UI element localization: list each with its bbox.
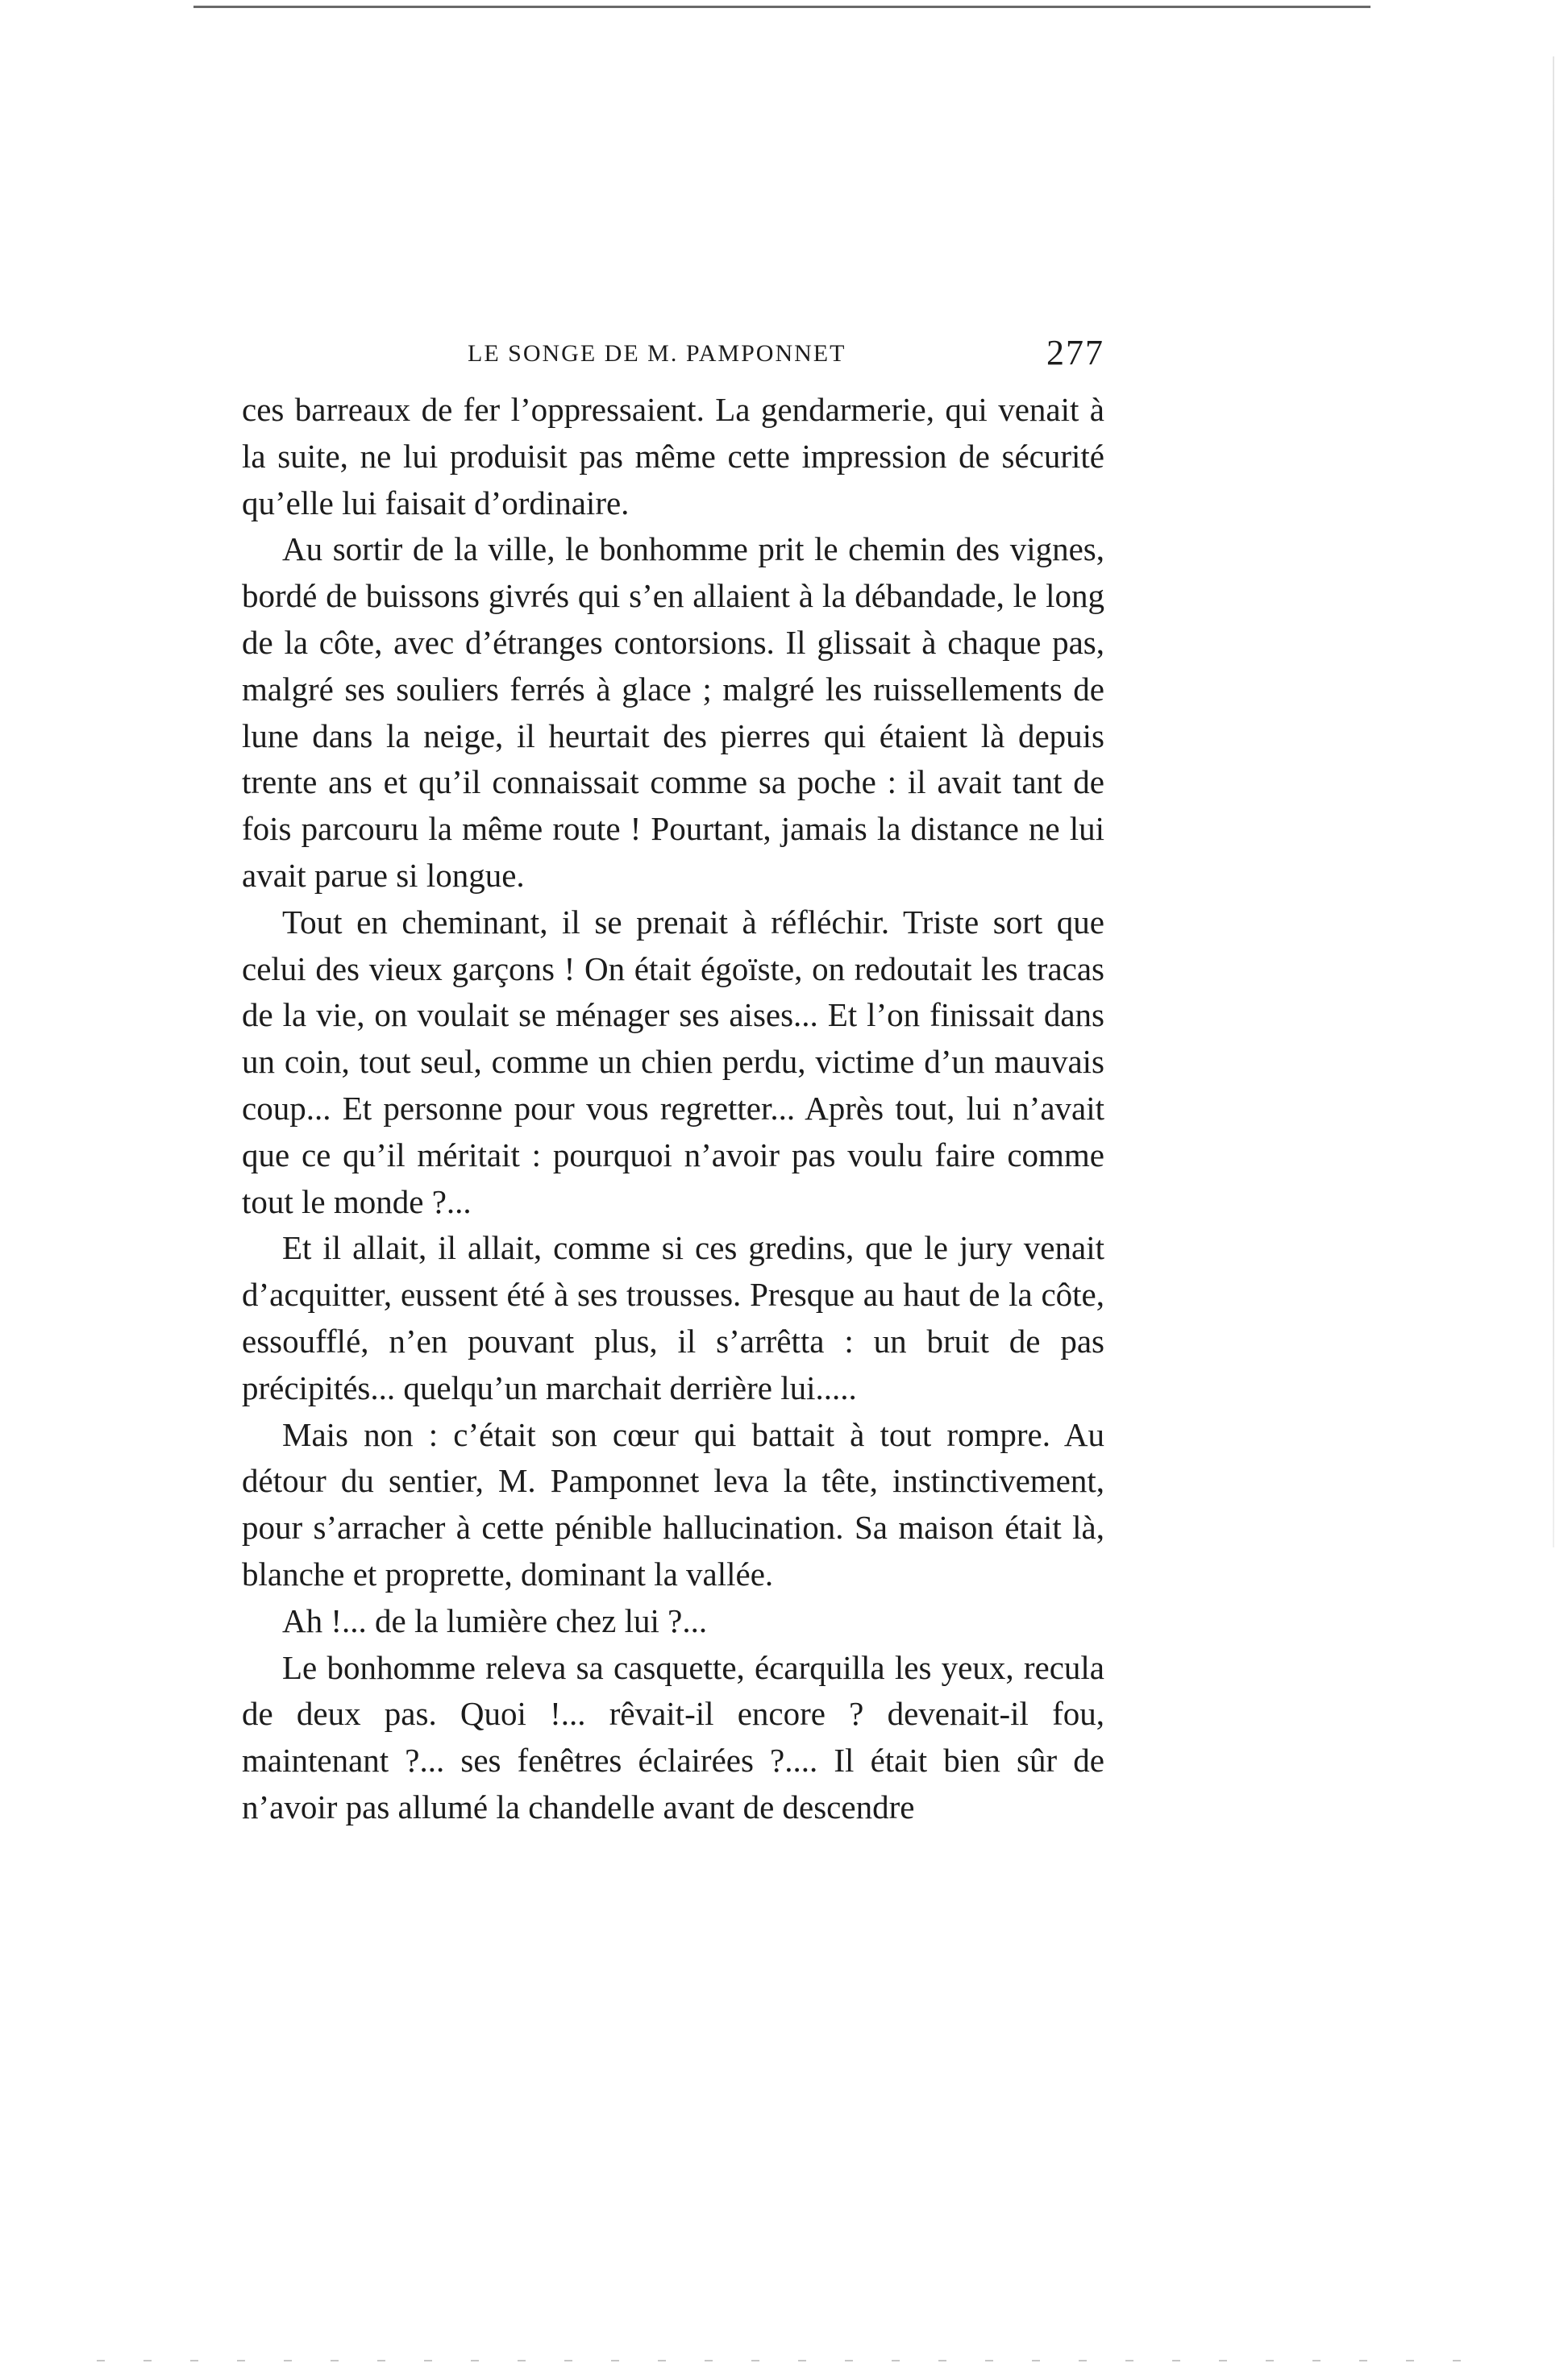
paragraph: ces barreaux de fer l’oppressaient. La gendarmerie, qui venait à la suite, ne lui produisit pas même cette impression de sécurité qu’elle lui faisait d’ordinaire. (242, 391, 1104, 521)
scan-bottom-specks (97, 2360, 1467, 2361)
paragraph: Et il allait, il allait, comme si ces gredins, que le jury venait d’acquitter, eussent été à ses trousses. Presque au haut de la côte, essoufflé, n’en pouvant plus, il s’arrêtta : un bruit de pas précipités... quelqu’un marchait derrière lui..... (242, 1229, 1104, 1406)
body-text (242, 387, 1104, 1831)
top-edge-rule (193, 6, 1370, 8)
page-number: 277 (1046, 333, 1104, 372)
running-head (242, 330, 1104, 387)
paragraph: Au sortir de la ville, le bonhomme prit le chemin des vignes, bordé de buissons givrés qui s’en allaient à la débandade, le long de la côte, avec d’étranges contorsions. Il glissait à chaque pas, malgré ses souliers ferrés à glace ; malgré les ruissellements de lune dans la neige, il heurtait des pierres qui étaient là depuis trente ans et qu’il connaissait comme sa poche : il avait tant de fois parcouru la même route ! Pourtant, jamais la distance ne lui avait parue si longue. (242, 530, 1104, 894)
paragraph: Ah !... de la lumière chez lui ?... (282, 1601, 708, 1639)
running-title: LE SONGE DE M. PAMPONNET (468, 340, 846, 367)
book-page (242, 330, 1104, 1831)
scan-edge-shadow (1553, 56, 1554, 1547)
paragraph: Le bonhomme releva sa casquette, écarquilla les yeux, recula de deux pas. Quoi !... rêvait-il encore ? devenait-il fou, maintenant ?... ses fenêtres éclairées ?.... Il était bien sûr de n’avoir pas allumé la chandelle avant de descendre (242, 1648, 1104, 1825)
paragraph: Mais non : c’était son cœur qui battait à tout rompre. Au détour du sentier, M. Pamponnet leva la tête, instinctivement, pour s’arracher à cette pénible hallucination. Sa maison était là, blanche et proprette, dominant la vallée. (242, 1415, 1104, 1593)
paragraph: Tout en cheminant, il se prenait à réfléchir. Triste sort que celui des vieux garçons ! On était égoïste, on redoutait les tracas de la vie, on voulait se ménager ses aises... Et l’on finissait dans un coin, tout seul, comme un chien perdu, victime d’un mauvais coup... Et personne pour vous regretter... Après tout, lui n’avait que ce qu’il méritait : pourquoi n’avoir pas voulu faire comme tout le monde ?... (242, 903, 1104, 1220)
